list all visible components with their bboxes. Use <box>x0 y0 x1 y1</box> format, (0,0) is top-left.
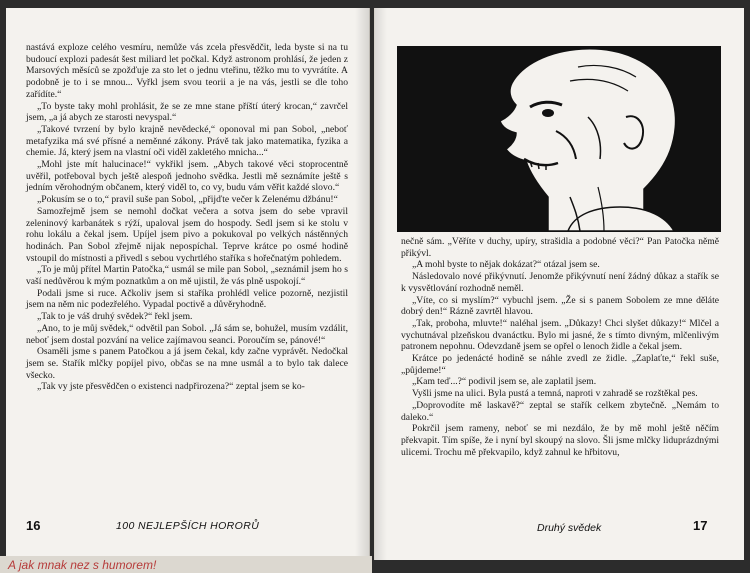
paragraph: Pokrčil jsem rameny, neboť se mi nezdálo, že by mě mohl ještě něčím překvapit. Tím spíše, že i nyní byl skoupý na slovo. Šli jsme mlčky liduprázdnými ulicemi. Trochu mě překvapilo, když zahnul ke hřbitovu, <box>401 423 719 458</box>
paragraph: Následovalo nové přikývnutí. Jenomže přikývnutí není žádný důkaz a stařík se k vysvětlování rozhodně neměl. <box>401 271 719 294</box>
paragraph: „To byste taky mohl prohlásit, že se ze mne stane příští úterý krocan,“ zavrčel jsem, „a já abych ze starosti nevyspal.“ <box>26 100 348 124</box>
right-page-body <box>401 236 719 458</box>
paragraph: „Víte, co si myslím?“ vybuchl jsem. „Že si s panem Sobolem ze mne děláte dobrý den!“ Rázně zavrtěl hlavou. <box>401 294 719 318</box>
bottom-strip-text: A jak mnak nez s humorem! <box>8 558 157 572</box>
page-number-left: 16 <box>26 518 41 533</box>
gutter-shadow <box>375 8 387 560</box>
paragraph: Krátce po jedenácté hodině se náhle zvedl ze židle. „Zaplaťte,“ řekl suše, „půjdeme!“ <box>401 353 719 376</box>
left-page <box>6 8 370 560</box>
left-page-body <box>26 42 348 393</box>
gutter-shadow <box>355 8 369 560</box>
gaunt-old-man-profile-drawing <box>398 47 720 231</box>
paragraph: nečně sám. „Věříte v duchy, upíry, strašidla a podobné věci?“ Pan Patočka němě přikývl. <box>401 236 719 259</box>
paragraph: „Doprovodíte mě laskavě?“ zeptal se stařík celkem zbytečně. „Nemám to daleko.“ <box>401 399 719 423</box>
paragraph: „Ano, to je můj svědek,“ odvětil pan Sobol. „Já sám se, bohužel, musím vzdálit, neboť jsem dostal pozvání na velice zajímavou seanci. Poroučím se, pánové!“ <box>26 322 348 346</box>
paragraph: Samozřejmě jsem se nemohl dočkat večera a sotva jsem do sebe vpravil zeleninový karbanátek s rýží, upaloval jsem do hospody. Sedl jsem si ke stolu v rohu lokálu a čekal jsem. Upíjel jsem pivo a pokukoval po velkých nástěnných hodinách. Pan Sobol zřejmě nijak nepospíchal. Teprve krátce po osmé hodině vstoupil do místnosti a přivedl s sebou vychrtlého staříka s hořečnatým pohledem. <box>26 205 348 264</box>
paragraph: „Tak, proboha, mluvte!“ naléhal jsem. „Důkazy! Chci slyšet důkazy!“ Mlčel a vychutnával plzeňskou dvanáctku. Bylo mi jasné, že s tímto divným, mlčenlivým patronem nepohnu. Odevzdaně jsem se opřel o lenoch židle a čekal jsem. <box>401 317 719 353</box>
paragraph: „Tak to je váš druhý svědek?“ řekl jsem. <box>37 311 193 323</box>
paragraph: Osaměli jsme s panem Patočkou a já jsem čekal, kdy začne vyprávět. Nedočkal jsem se. Stařík mlčky popíjel pivo, občas se na mne usmál a to bylo tak dalece všecko. <box>26 346 348 381</box>
paragraph: „Kam teď...?“ podivil jsem se, ale zaplatil jsem. <box>412 376 597 388</box>
paragraph: Podali jsme si ruce. Ačkoliv jsem si staříka prohlédl velice pozorně, nezjistil jsem na něm nic podezřelého. Vypadal poctivě a důvěryhodně. <box>26 287 348 311</box>
paragraph: „To je můj přítel Martin Patočka,“ usmál se mile pan Sobol, „seznámil jsem ho s vaší nedůvěrou k mým poznatkům a on mě ujistil, že vás plně uspokojí.“ <box>26 264 348 288</box>
page-number-right: 17 <box>693 518 708 533</box>
paragraph: Vyšli jsme na ulici. Byla pustá a temná, naproti v zahradě se rozštěkal pes. <box>412 388 698 400</box>
paragraph: „Takové tvrzení by bylo krajně nevědecké,“ oponoval mi pan Sobol, „neboť metafyzika má své přísné a neměnné zákony. Právě tak jako matematika, fyzika a chemie. Já, který jsem na vlastní oči viděl zakletého mnicha...“ <box>26 123 348 159</box>
right-page <box>374 8 744 560</box>
paragraph: nastává exploze celého vesmíru, nemůže vás zcela přesvědčit, leda byste si na tu budoucí explozi padesát šest miliard let počkal. Když astronom prohlásí, že jeden z Marsových měsíců se zpožďuje za sto let o jednu vteřinu, těžko mu to vyvrátíte. A podobně je to i se mnou... Vyřkl jsem svou teorii a je na vás, jestli se dle toho zařídíte.“ <box>26 42 348 100</box>
running-head-left: 100 NEJLEPŠÍCH HORORŮ <box>116 520 260 532</box>
paragraph: „Tak vy jste přesvědčen o existenci nadpřirozena?“ zeptal jsem se ko- <box>37 381 305 393</box>
paragraph: „A mohl byste to nějak dokázat?“ otázal jsem se. <box>412 259 600 271</box>
running-head-right: Druhý svědek <box>537 522 602 534</box>
illustration-old-man-profile <box>397 46 721 232</box>
paragraph: „Pokusím se o to,“ pravil suše pan Sobol, „přijďte večer k Zelenému džbánu!“ <box>37 194 338 206</box>
paragraph: „Mohl jste mít halucinace!“ vykřikl jsem. „Abych takové věci stoprocentně uvěřil, potřeboval bych ještě alespoň jednoho svědka. Jestli mě seznámíte ještě s jedním věrohodným občanem, který viděl to, co vy, budu vám věřit každé slovo.“ <box>26 159 348 194</box>
bottom-strip <box>0 556 372 573</box>
